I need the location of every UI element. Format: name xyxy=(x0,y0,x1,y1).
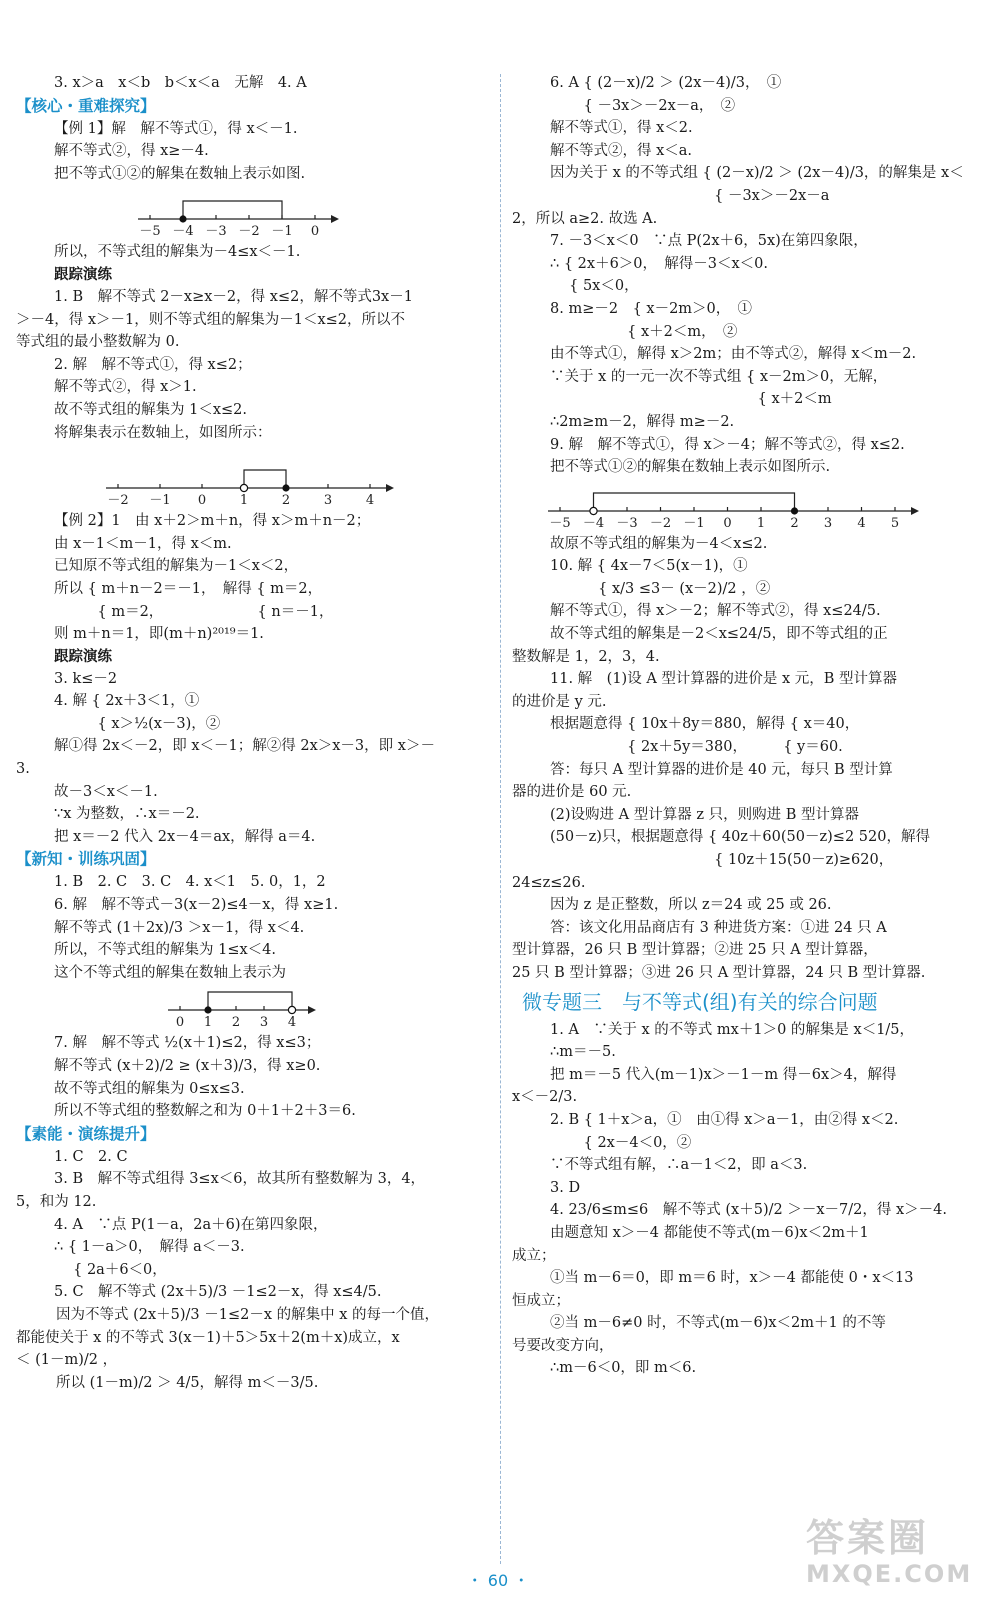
text-line: ①当 m－6＝0，即 m＝6 时，x＞－4 都能使 0・x＜13 xyxy=(550,1270,914,1287)
section-heading: 【新知・训练巩固】 xyxy=(16,850,156,869)
text-line: 7. 解 解不等式 ½(x＋1)≤2，得 x≤3； xyxy=(54,1035,321,1052)
text-line: 25 只 B 型计算器；③进 26 只 A 型计算器，24 只 B 型计算器. xyxy=(512,964,926,981)
text-line: 解不等式①，得 x＜2. xyxy=(550,120,693,137)
text-line: 把不等式①②的解集在数轴上表示如图所示. xyxy=(550,459,831,476)
tick-label: －4 xyxy=(582,515,605,531)
text-line: x＜－2/3. xyxy=(512,1089,578,1106)
text-line: { m＝2， { n＝－1， xyxy=(54,603,334,620)
tick-label: －3 xyxy=(616,515,638,531)
text-line: 所以 (1－m)/2 ＞ 4/5，解得 m＜－3/5. xyxy=(56,1374,319,1391)
text-line: 2. B { 1＋x＞a，① 由①得 x＞a－1，由②得 x＜2. xyxy=(550,1111,899,1128)
text-line: 由 x－1＜m－1，得 x＜m. xyxy=(54,535,232,552)
tick-label: －1 xyxy=(149,493,171,509)
text-line: { x＋2＜m xyxy=(550,391,832,408)
text-line: 5. C 解不等式 (2x＋5)/3 －1≤2－x，得 x≤4/5. xyxy=(54,1284,382,1301)
text-line: ＞－4，得 x＞－1，则不等式组的解集为－1＜x≤2，所以不 xyxy=(16,311,406,328)
text-line: 3. k≤－2 xyxy=(54,670,118,687)
text-line: 答：该文化用品商店有 3 种进货方案：①进 24 只 A xyxy=(550,919,887,936)
text-line: 2. 解 解不等式①，得 x≤2； xyxy=(54,356,252,373)
axis-arrow xyxy=(308,1006,316,1014)
text-line: 整数解是 1，2，3，4. xyxy=(512,648,660,665)
number-line-svg xyxy=(16,185,376,241)
tick-label: －2 xyxy=(238,224,260,240)
text-line: 则 m＋n＝1，即(m＋n)²⁰¹⁹＝1. xyxy=(54,626,264,643)
tick-label: －5 xyxy=(549,515,571,531)
tick-label: 4 xyxy=(857,515,866,531)
topic-title: 微专题三 与不等式(组)有关的综合问题 xyxy=(522,989,878,1014)
text-line: 解不等式①，得 x＞－2；解不等式②，得 x≤24/5. xyxy=(550,603,881,620)
page-number: ・ 60 ・ xyxy=(466,1571,530,1590)
text-line: 9. 解 解不等式①，得 x＞－4；解不等式②，得 x≤2. xyxy=(550,436,905,453)
text-line: { 5x＜0， xyxy=(550,278,639,295)
tick-label: 1 xyxy=(203,1015,213,1031)
open-point xyxy=(240,485,247,492)
subsection-heading: 跟踪演练 xyxy=(54,648,112,665)
text-line: 1. C 2. C xyxy=(54,1148,128,1165)
text-line: { x＞½(x－3)，② xyxy=(54,715,221,732)
text-line: (50－z)只，根据题意得 { 40z＋60(50－z)≤2 520，解得 xyxy=(550,829,930,846)
tick-label: 4 xyxy=(287,1015,297,1031)
text-line: 解不等式②，得 x＜a. xyxy=(550,142,693,159)
text-line: { 10z＋15(50－z)≥620， xyxy=(550,852,894,868)
axis-arrow xyxy=(386,484,394,492)
left-column xyxy=(16,72,488,1394)
tick-label: 2 xyxy=(790,515,799,531)
open-point xyxy=(288,1007,295,1014)
number-line-n2 xyxy=(16,444,488,510)
tick-label: －1 xyxy=(271,224,293,240)
text-line: { x/3 ≤3－ (x－2)/2 ，② xyxy=(550,580,771,597)
tick-label: －1 xyxy=(683,515,705,531)
text-line: 6. 解 解不等式－3(x－2)≤4－x，得 x≥1. xyxy=(54,897,339,914)
text-line: 故不等式组的解集为 1＜x≤2. xyxy=(54,401,247,418)
section-heading: 【核心・重难探究】 xyxy=(16,96,156,115)
text-line: 3. D xyxy=(550,1179,581,1196)
text-line: 因为不等式 (2x＋5)/3 －1≤2－x 的解集中 x 的每一个值， xyxy=(56,1306,440,1323)
open-point xyxy=(590,507,597,514)
text-line: { －3x＞－2x－a xyxy=(550,187,830,204)
axis-arrow xyxy=(331,215,339,223)
text-line: ∵x 为整数，∴x＝－2. xyxy=(54,806,200,823)
text-line: 故－3＜x＜－1. xyxy=(54,783,158,800)
text-line: 8. m≥－2 { x－2m＞0， ① xyxy=(550,300,753,317)
number-line-svg xyxy=(512,479,972,533)
text-line: 解不等式 (x＋2)/2 ≥ (x＋3)/3，得 x≥0. xyxy=(54,1058,321,1074)
text-line: ∴m＝－5. xyxy=(550,1044,616,1061)
text-line: { －3x＞－2x－a， ② xyxy=(550,97,736,114)
text-line: ∵不等式组有解，∴a－1＜2，即 a＜3. xyxy=(550,1157,808,1174)
tick-label: －4 xyxy=(172,224,194,240)
section-heading: 【素能・演练提升】 xyxy=(16,1124,156,1143)
text-line: ∴2m≥m－2，解得 m≥－2. xyxy=(550,413,735,430)
tick-label: 0 xyxy=(723,515,732,531)
text-line: { 2x＋5y＝380， { y＝60. xyxy=(550,739,843,756)
text-line: 已知原不等式组的解集为－1＜x＜2， xyxy=(54,558,299,575)
text-line: 号要改变方向， xyxy=(512,1337,614,1354)
solution-bracket xyxy=(183,201,282,219)
tick-label: 2 xyxy=(231,1015,241,1031)
text-line: 成立； xyxy=(512,1247,556,1264)
text-line: 根据题意得 { 10x＋8y＝880，解得 { x＝40， xyxy=(550,716,860,733)
text-line: 3. xyxy=(16,761,30,778)
text-line: 故不等式组的解集是－2＜x≤24/5，即不等式组的正 xyxy=(550,626,888,643)
subsection-heading: 跟踪演练 xyxy=(54,266,112,283)
text-line: ∴m－6＜0，即 m＜6. xyxy=(550,1360,697,1377)
text-line: 【例 2】1 由 x＋2＞m＋n，得 x＞m＋n－2； xyxy=(54,513,371,530)
text-line: 器的进价是 60 元. xyxy=(512,784,632,801)
tick-label: 1 xyxy=(239,493,249,509)
text-line: 因为关于 x 的不等式组 { (2－x)/2 ＞ (2x－4)/3，的解集是 x＜ xyxy=(550,165,964,182)
text-line: 恒成立； xyxy=(512,1292,570,1309)
text-line: 1. B 解不等式 2－x≥x－2，得 x≤2，解不等式3x－1 xyxy=(54,288,413,305)
text-line: 都能使关于 x 的不等式 3(x－1)＋5＞5x＋2(m＋x)成立，x xyxy=(16,1329,400,1346)
text-line: 把 m＝－5 代入(m－1)x＞－1－m 得－6x＞4，解得 xyxy=(550,1066,897,1083)
text-line: 解不等式②，得 x＞1. xyxy=(54,379,197,396)
text-line: 这个不等式组的解集在数轴上表示为 xyxy=(54,964,286,981)
tick-label: 4 xyxy=(365,493,375,509)
text-line: 因为 z 是正整数，所以 z＝24 或 25 或 26. xyxy=(550,897,832,914)
solution-bracket xyxy=(208,992,292,1010)
text-line: { 2a＋6＜0， xyxy=(54,1261,167,1278)
text-line: 7. －3＜x＜0 ∵点 P(2x＋6，5x)在第四象限， xyxy=(550,233,868,250)
axis-arrow xyxy=(911,507,919,515)
number-line-n1 xyxy=(16,185,488,241)
closed-point xyxy=(179,216,186,223)
text-line: (2)设购进 A 型计算器 z 只，则购进 B 型计算器 xyxy=(550,806,859,823)
text-line: ∵关于 x 的一元一次不等式组 { x－2m＞0，无解， xyxy=(550,368,888,385)
text-line: 4. 23/6≤m≤6 解不等式 (x＋5)/2 ＞－x－7/2，得 x＞－4. xyxy=(550,1202,947,1219)
tick-label: 0 xyxy=(197,493,207,509)
number-line-svg xyxy=(16,444,436,510)
text-line: 3. x＞a x＜b b＜x＜a 无解 4. A xyxy=(54,75,307,91)
text-line: 6. A { (2－x)/2 ＞ (2x－4)/3， ① xyxy=(550,75,782,91)
number-line-n3 xyxy=(16,984,488,1032)
text-line: 11. 解 (1)设 A 型计算器的进价是 x 元，B 型计算器 xyxy=(550,671,898,688)
right-column xyxy=(512,72,982,1380)
text-line: ②当 m－6≠0 时，不等式(m－6)x＜2m＋1 的不等 xyxy=(550,1315,886,1332)
tick-label: 3 xyxy=(323,493,333,509)
text-line: 将解集表示在数轴上，如图所示： xyxy=(54,424,272,441)
text-line: { 2x－4＜0，② xyxy=(550,1134,692,1151)
tick-label: 0 xyxy=(310,224,320,240)
column-divider xyxy=(500,74,501,1564)
number-line-n4 xyxy=(512,479,982,533)
text-line: ＜ (1－m)/2 ， xyxy=(16,1352,118,1369)
tick-label: －2 xyxy=(107,493,129,509)
text-line: 等式组的最小整数解为 0. xyxy=(16,334,180,351)
text-line: 1. A ∵关于 x 的不等式 mx＋1＞0 的解集是 x＜1/5， xyxy=(550,1021,915,1038)
text-line: 1. B 2. C 3. C 4. x＜1 5. 0，1，2 xyxy=(54,874,326,891)
text-line: 故原不等式组的解集为－4＜x≤2. xyxy=(550,535,768,552)
text-line: 所以 { m＋n－2＝－1， 解得 { m＝2， xyxy=(54,580,323,597)
text-line: 解①得 2x＜－2，即 x＜－1；解②得 2x＞x－3，即 x＞－ xyxy=(54,738,435,755)
text-line: 所以不等式组的整数解之和为 0＋1＋2＋3＝6. xyxy=(54,1103,356,1120)
solution-bracket xyxy=(244,470,286,488)
text-line: 3. B 解不等式组得 3≤x＜6，故其所有整数解为 3，4， xyxy=(54,1171,426,1188)
tick-label: 3 xyxy=(823,515,833,531)
text-line: 【例 1】解 解不等式①，得 x＜－1. xyxy=(54,120,298,137)
watermark-logo: 答案圈 MXQE.COM xyxy=(806,1516,973,1588)
text-line: ∴ { 1－a＞0， 解得 a＜－3. xyxy=(54,1239,245,1256)
text-line: 所以，不等式组的解集为－4≤x＜－1. xyxy=(54,244,301,261)
text-line: 把 x＝－2 代入 2x－4＝ax，解得 a＝4. xyxy=(54,828,316,845)
text-line: 答：每只 A 型计算器的进价是 40 元，每只 B 型计算 xyxy=(550,761,893,778)
closed-point xyxy=(791,507,798,514)
tick-label: －3 xyxy=(205,224,227,240)
tick-label: 5 xyxy=(890,515,900,531)
text-line: ∴ { 2x＋6＞0， 解得－3＜x＜0. xyxy=(550,255,769,272)
text-line: 把不等式①②的解集在数轴上表示如图. xyxy=(54,165,306,182)
text-line: 4. A ∵点 P(1－a，2a＋6)在第四象限， xyxy=(54,1216,328,1233)
closed-point xyxy=(204,1007,211,1014)
text-line: 型计算器，26 只 B 型计算器；②进 25 只 A 型计算器， xyxy=(512,942,878,959)
text-line: 解不等式 (1＋2x)/3 ＞x－1，得 x＜4. xyxy=(54,919,305,936)
text-line: { x＋2＜m， ② xyxy=(550,323,738,340)
text-line: 10. 解 { 4x－7＜5(x－1)，① xyxy=(550,558,748,575)
text-line: 24≤z≤26. xyxy=(512,874,586,891)
tick-label: 0 xyxy=(175,1015,185,1031)
closed-point xyxy=(282,485,289,492)
text-line: 所以，不等式组的解集为 1≤x＜4. xyxy=(54,942,276,959)
text-line: 解不等式②，得 x≥－4. xyxy=(54,143,209,160)
tick-label: 1 xyxy=(756,515,766,531)
text-line: 4. 解 { 2x＋3＜1，① xyxy=(54,693,200,710)
tick-label: 2 xyxy=(281,493,291,509)
text-line: 由不等式①，解得 x＞2m；由不等式②，解得 x＜m－2. xyxy=(550,346,917,363)
text-line: 2，所以 a≥2. 故选 A. xyxy=(512,210,658,227)
text-line: 5，和为 12. xyxy=(16,1193,97,1210)
tick-label: －2 xyxy=(649,515,672,531)
text-line: 的进价是 y 元. xyxy=(512,693,607,710)
text-line: 由题意知 x＞－4 都能使不等式(m－6)x＜2m＋1 xyxy=(550,1224,869,1241)
tick-label: －5 xyxy=(139,224,161,240)
text-line: 故不等式组的解集为 0≤x≤3. xyxy=(54,1080,245,1097)
number-line-svg xyxy=(16,984,356,1032)
tick-label: 3 xyxy=(259,1015,269,1031)
